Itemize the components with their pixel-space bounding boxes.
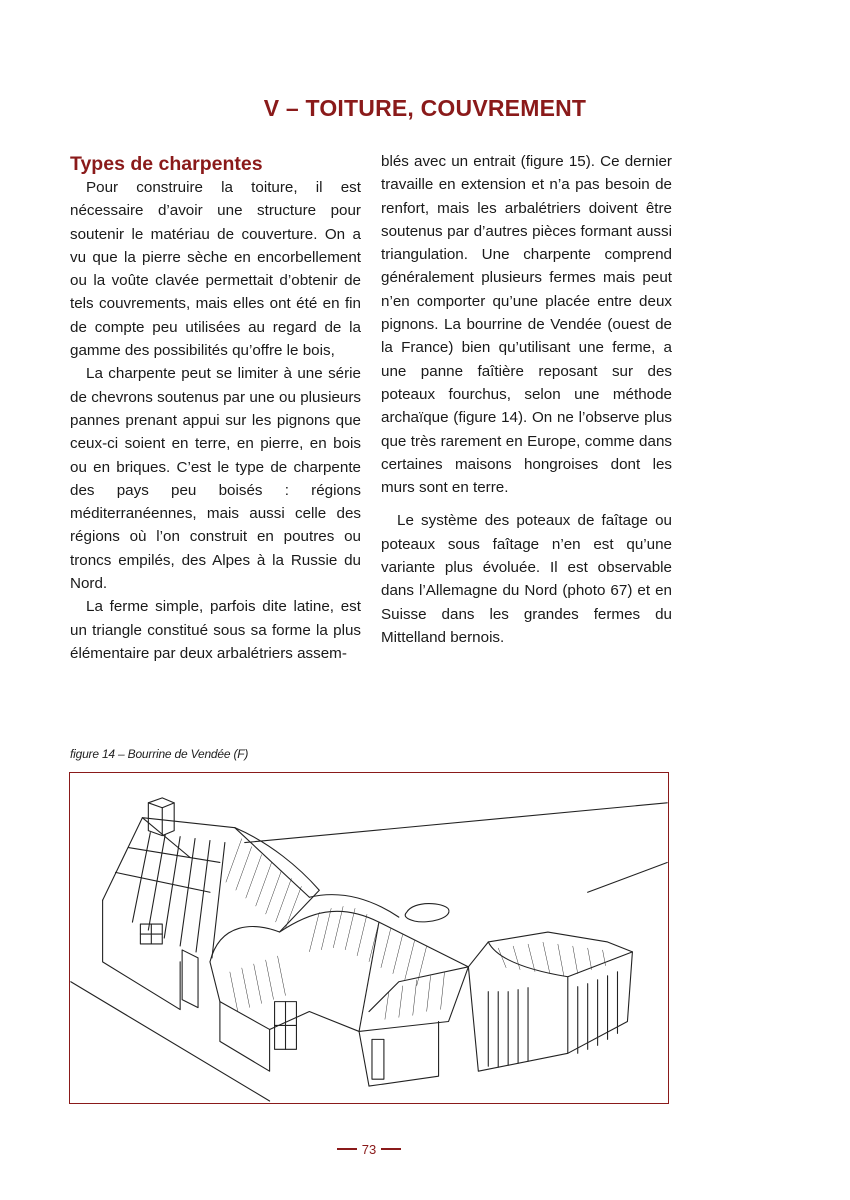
paragraph: Le système des poteaux de faîtage ou poteaux sous faîtage n’en est qu’une variante plus évoluée. Il est observable dans l’Allemagne du Nord (photo 67) et en Suisse dans les grandes fermes du Mittelland bernois. <box>381 512 672 646</box>
text-column-left <box>70 150 361 665</box>
paragraph: La ferme simple, parfois dite latine, est un triangle constitué sous sa forme la plus élémentaire par deux arbalétriers assem- <box>70 598 361 662</box>
footer-rule-right <box>381 1148 401 1150</box>
page-number: 73 <box>361 1141 377 1157</box>
footer-rule-left <box>337 1148 357 1150</box>
paragraph: La charpente peut se limiter à une série de chevrons soutenus par une ou plusieurs pannes prenant appui sur les pignons que ceux-ci soient en terre, en pierre, en bois ou en briques. C’est le type de charpente des pays peu boisés : régions méditerranéennes, mais aussi celle des régions où l’on construit en poutres ou troncs empilés, des Alpes à la Russie du Nord. <box>70 365 361 593</box>
figure-frame <box>69 772 669 1104</box>
text-column-right <box>381 150 672 649</box>
figure-caption: figure 14 – Bourrine de Vendée (F) <box>70 747 249 761</box>
chapter-title-text: V – TOITURE, COUVREMENT <box>263 95 587 122</box>
chapter-title <box>0 95 850 122</box>
page-footer <box>336 1139 402 1159</box>
section-heading: Types de charpentes <box>70 153 263 175</box>
paragraph: blés avec un entrait (figure 15). Ce dernier travaille en extension et n’a pas besoin de renfort, mais les arbalétriers doivent être soutenus par d’autres pièces formant aussi triangulation. Une charpente comprend généralement plusieurs fermes mais peut n’en comporter qu’une placée entre deux pignons. La bourrine de Vendée (ouest de la France) bien qu’utilisant une ferme, a une panne faîtière reposant sur des poteaux fourchus, selon une méthode archaïque (figure 14). On ne l’observe plus que très rarement en Europe, comme dans certaines maisons hongroises dont les murs sont en terre. <box>381 153 672 497</box>
paragraph: Pour construire la toiture, il est nécessaire d’avoir une structure pour soutenir le matériau de couverture. On a vu que la pierre sèche en encorbellement ou la voûte clavée permettait d’obtenir de tels couvrements, mais elles ont été en fin de compte peu utilisées au regard de la gamme des possibilités qu’offre le bois, <box>70 179 361 360</box>
thatched-farmhouse-drawing <box>70 773 668 1103</box>
